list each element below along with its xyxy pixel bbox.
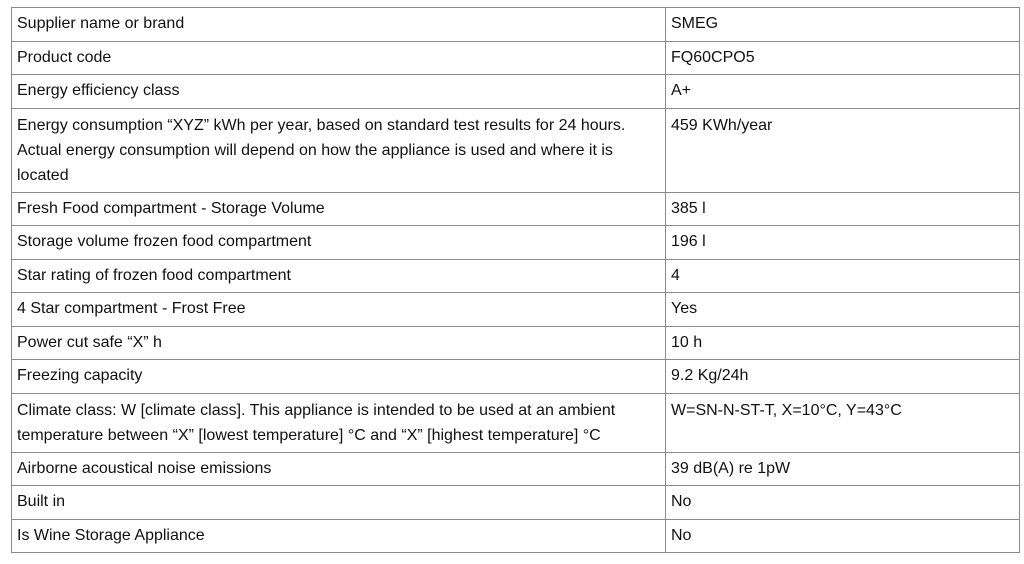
- row-value: 9.2 Kg/24h: [666, 360, 1020, 394]
- row-value: No: [666, 519, 1020, 553]
- row-value: 4: [666, 259, 1020, 293]
- table-row-star-rating: [12, 259, 1020, 293]
- row-label: Product code: [12, 41, 666, 75]
- row-label: 4 Star compartment - Frost Free: [12, 293, 666, 327]
- product-spec-table: [11, 7, 1020, 553]
- table-row-supplier: [12, 8, 1020, 42]
- product-information-sheet: [11, 7, 1019, 553]
- table-row-noise-emissions: [12, 452, 1020, 486]
- row-label: Is Wine Storage Appliance: [12, 519, 666, 553]
- row-value: W=SN-N-ST-T, X=10°C, Y=43°C: [666, 393, 1020, 452]
- table-row-energy-class: [12, 75, 1020, 109]
- row-label: Built in: [12, 486, 666, 520]
- row-value: 385 l: [666, 192, 1020, 226]
- row-label: Airborne acoustical noise emissions: [12, 452, 666, 486]
- row-value: 10 h: [666, 326, 1020, 360]
- table-row-freezing-capacity: [12, 360, 1020, 394]
- table-row-frost-free: [12, 293, 1020, 327]
- table-row-built-in: [12, 486, 1020, 520]
- row-label: Star rating of frozen food compartment: [12, 259, 666, 293]
- row-value: FQ60CPO5: [666, 41, 1020, 75]
- row-label: Power cut safe “X” h: [12, 326, 666, 360]
- table-row-fresh-food-volume: [12, 192, 1020, 226]
- row-value: A+: [666, 75, 1020, 109]
- row-label: Storage volume frozen food compartment: [12, 226, 666, 260]
- row-value: 39 dB(A) re 1pW: [666, 452, 1020, 486]
- row-value: 196 l: [666, 226, 1020, 260]
- table-row-power-cut-safe: [12, 326, 1020, 360]
- row-label: Fresh Food compartment - Storage Volume: [12, 192, 666, 226]
- row-value: 459 KWh/year: [666, 108, 1020, 192]
- table-row-wine-storage: [12, 519, 1020, 553]
- row-label: Freezing capacity: [12, 360, 666, 394]
- row-value: No: [666, 486, 1020, 520]
- row-value: SMEG: [666, 8, 1020, 42]
- table-row-frozen-food-volume: [12, 226, 1020, 260]
- row-label: Energy efficiency class: [12, 75, 666, 109]
- table-row-climate-class: [12, 393, 1020, 452]
- row-value: Yes: [666, 293, 1020, 327]
- row-label: Supplier name or brand: [12, 8, 666, 42]
- table-row-product-code: [12, 41, 1020, 75]
- row-label: Energy consumption “XYZ” kWh per year, based on standard test results for 24 hours. Actual energy consumption will depend on how the appliance is used and where it is located: [12, 108, 666, 192]
- row-label: Climate class: W [climate class]. This appliance is intended to be used at an ambient temperature between “X” [lowest temperature] °C and “X” [highest temperature] °C: [12, 393, 666, 452]
- table-row-energy-consumption: [12, 108, 1020, 192]
